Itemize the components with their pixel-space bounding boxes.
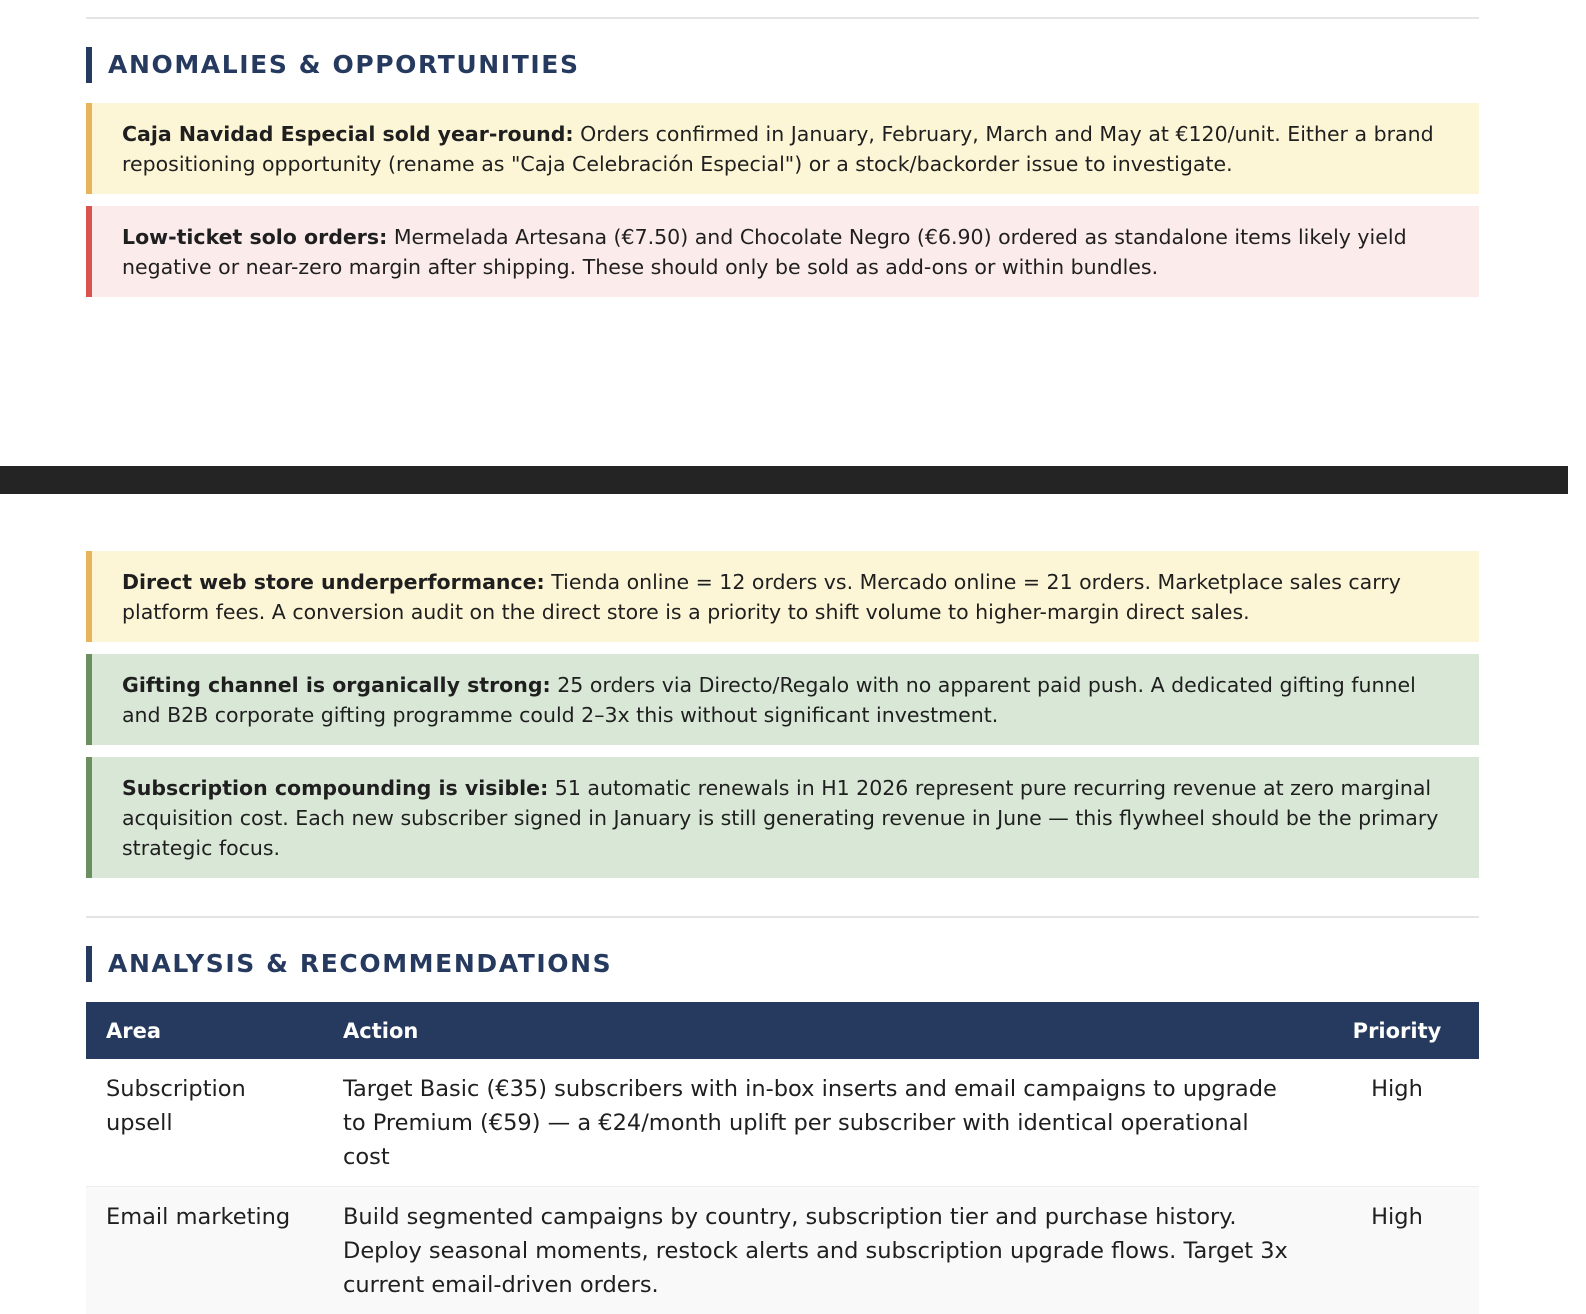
priority-cell: High [1315, 1059, 1479, 1187]
area-cell: Subscription upsell [86, 1059, 323, 1187]
action-cell: Target Basic (€35) subscribers with in-box inserts and email campaigns to upgrade to Premium (€59) — a €24/month uplift per subscriber with identical operational cost [323, 1059, 1315, 1187]
anomaly-callout-caja-navidad [86, 103, 1479, 194]
callout-text: 25 orders via Directo/Regalo with no apparent paid push. A dedicated gifting funnel and B2B corporate gifting programme could 2–3x this without significant investment. [122, 673, 1416, 727]
anomalies-heading: ANOMALIES & OPPORTUNITIES [86, 47, 1479, 83]
column-header-priority: Priority [1315, 1002, 1479, 1059]
section-divider [86, 916, 1479, 918]
scrollbar-thumb[interactable] [1572, 0, 1582, 1264]
anomaly-callout-web-store [86, 551, 1479, 642]
recommendations-table [86, 1002, 1479, 1314]
column-header-area: Area [86, 1002, 323, 1059]
callout-text: Orders confirmed in January, February, March and May at €120/unit. Either a brand repositioning opportunity (rename as "Caja Celebración Especial") or a stock/backorder issue to investigate. [122, 122, 1434, 176]
callout-text: Mermelada Artesana (€7.50) and Chocolate Negro (€6.90) ordered as standalone items likely yield negative or near-zero margin after shipping. These should only be sold as add-ons or within bundles. [122, 225, 1407, 279]
anomaly-callout-subscription [86, 757, 1479, 878]
callout-title: Caja Navidad Especial sold year-round: [122, 122, 574, 146]
callout-text: 51 automatic renewals in H1 2026 represent pure recurring revenue at zero marginal acquisition cost. Each new subscriber signed in January is still generating revenue in June — this flywheel should be the primary strategic focus. [122, 776, 1438, 860]
recommendations-heading: ANALYSIS & RECOMMENDATIONS [86, 946, 1479, 982]
priority-cell: High [1315, 1187, 1479, 1314]
table-header-row [86, 1002, 1479, 1059]
table-row [86, 1059, 1479, 1187]
callout-title: Direct web store underperformance: [122, 570, 545, 594]
page-top [0, 0, 1568, 466]
anomaly-callout-low-ticket [86, 206, 1479, 297]
callout-title: Low-ticket solo orders: [122, 225, 387, 249]
section-divider [86, 17, 1479, 19]
scrollbar-track[interactable] [1568, 0, 1586, 1264]
callout-title: Subscription compounding is visible: [122, 776, 548, 800]
page-bottom [0, 494, 1568, 1264]
callout-text: Tienda online = 12 orders vs. Mercado online = 21 orders. Marketplace sales carry platform fees. A conversion audit on the direct store is a priority to shift volume to higher-margin direct sales. [122, 570, 1401, 624]
anomaly-callout-gifting [86, 654, 1479, 745]
table-row [86, 1187, 1479, 1314]
callout-title: Gifting channel is organically strong: [122, 673, 551, 697]
column-header-action: Action [323, 1002, 1315, 1059]
action-cell: Build segmented campaigns by country, subscription tier and purchase history. Deploy seasonal moments, restock alerts and subscription upgrade flows. Target 3x current email-driven orders. [323, 1187, 1315, 1314]
area-cell: Email marketing [86, 1187, 323, 1314]
page-break [0, 466, 1568, 494]
